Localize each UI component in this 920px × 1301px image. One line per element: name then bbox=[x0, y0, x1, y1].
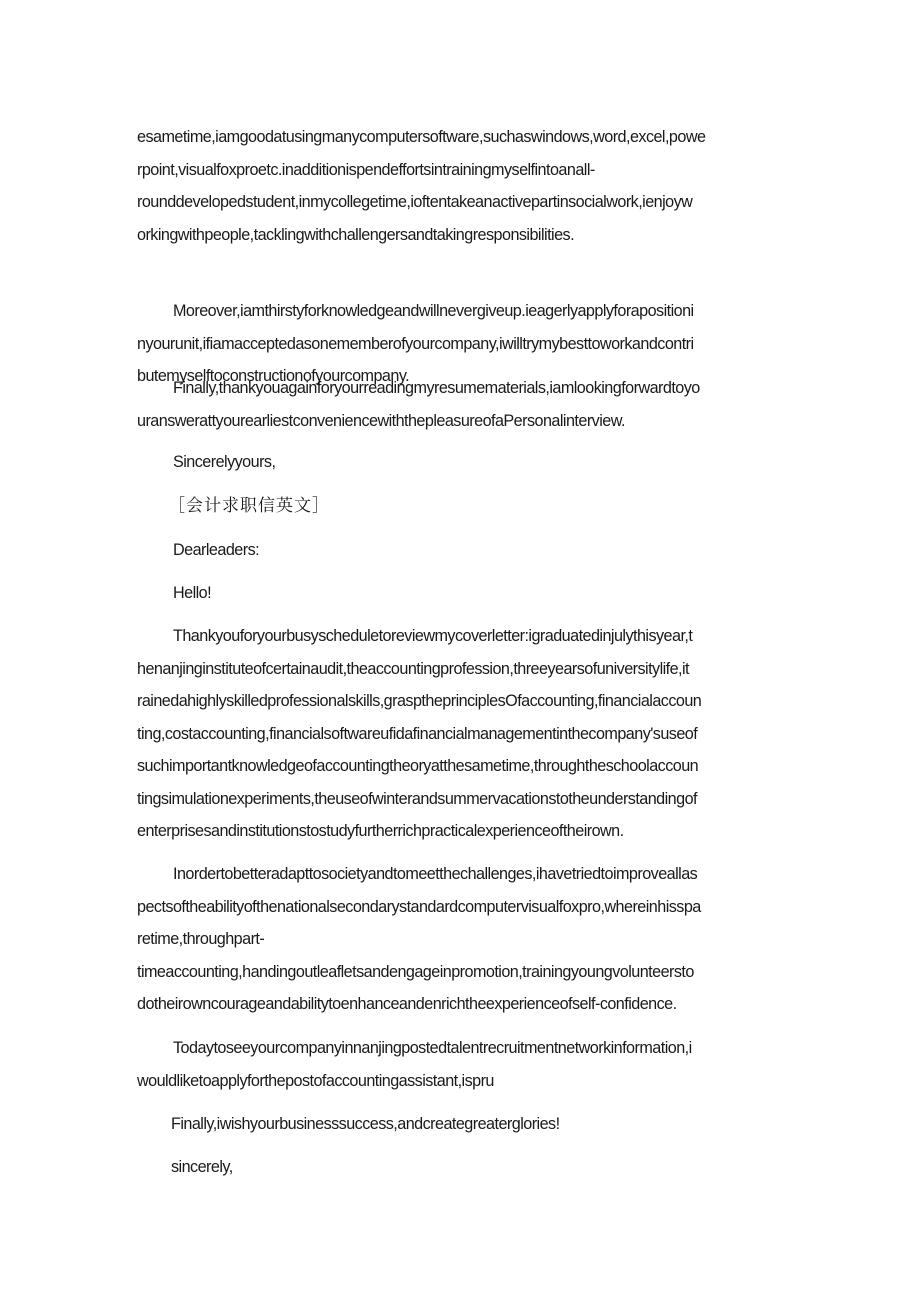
text-line: esametime,iamgoodatusingmanycomputersoftware,suchaswindows,word,excel,powe bbox=[137, 128, 706, 146]
text-line: tingsimulationexperiments,theuseofwinterandsummervacationstotheunderstandingof bbox=[137, 789, 697, 808]
final-wish-line: Finally,iwishyourbusinesssuccess,andcreategreaterglories! bbox=[171, 1115, 560, 1133]
paragraph-skills bbox=[137, 121, 777, 251]
text-line: rpoint,visualfoxproetc.inadditionispendeffortsintrainingmyselfintoanall- bbox=[137, 160, 595, 179]
text-line: wouldliketoapplyforthepostofaccountingassistant,ispru bbox=[137, 1071, 494, 1090]
salutation: Dearleaders: bbox=[173, 541, 260, 559]
text-line: timeaccounting,handingoutleafletsandengageinpromotion,trainingyoungvolunteersto bbox=[137, 962, 694, 981]
text-line: Finally,thankyouagainforyourreadingmyresumematerials,iamlookingforwardtoyo bbox=[173, 379, 700, 397]
paragraph-thank-you bbox=[137, 620, 777, 848]
text-line: rainedahighlyskilledprofessionalskills,grasptheprinciplesOfaccounting,financialaccoun bbox=[137, 692, 702, 710]
text-line: nyourunit,ifiamacceptedasonememberofyourcompany,iwilltrymybesttoworkandcontri bbox=[137, 334, 694, 353]
paragraph-adapt bbox=[137, 858, 777, 1021]
section-title: ［会计求职信英文］ bbox=[168, 496, 330, 516]
text-line: Inordertobetteradapttosocietyandtomeetthechallenges,ihavetriedtoimproveallas bbox=[173, 865, 698, 883]
text-line: retime,throughpart- bbox=[137, 930, 265, 948]
text-line: orkingwithpeople,tacklingwithchallengersandtakingresponsibilities. bbox=[137, 225, 575, 244]
paragraph-finally-thanks bbox=[137, 372, 777, 437]
closing-sincerely: sincerely, bbox=[171, 1158, 233, 1176]
text-line: rounddevelopedstudent,inmycollegetime,ioftentakeanactivepartinsocialwork,ienjoyw bbox=[137, 193, 693, 211]
text-line: enterprisesandinstitutionstostudyfurtherrichpracticalexperienceoftheirown. bbox=[137, 822, 624, 840]
text-line: ting,costaccounting,financialsoftwareufidafinancialmanagementinthecompany'suseof bbox=[137, 724, 698, 743]
text-line: dotheirowncourageandabilitytoenhanceandenrichtheexperienceofself-confidence. bbox=[137, 995, 677, 1013]
text-line: Thankyouforyourbusyscheduletoreviewmycoverletter:igraduatedinjulythisyear,t bbox=[173, 627, 693, 645]
text-line: Moreover,iamthirstyforknowledgeandwillnevergiveup.ieagerlyapplyforapositioni bbox=[173, 302, 694, 320]
closing-sincerely-yours: Sincerelyyours, bbox=[173, 453, 276, 471]
text-line: butemyselftoconstructionofyourcompany. bbox=[137, 367, 410, 385]
text-line: Todaytoseeyourcompanyinnanjingpostedtalentrecruitmentnetworkinformation,i bbox=[173, 1039, 692, 1057]
text-line: suchimportantknowledgeofaccountingtheoryatthesametime,throughtheschoolaccoun bbox=[137, 757, 699, 775]
text-line: pectsoftheabilityofthenationalsecondarystandardcomputervisualfoxpro,whereinhisspa bbox=[137, 897, 701, 916]
greeting: Hello! bbox=[173, 584, 212, 602]
paragraph-today bbox=[137, 1032, 777, 1097]
text-line: henanjinginstituteofcertainaudit,theaccountingprofession,threeyearsofuniversitylife,it bbox=[137, 659, 690, 678]
text-line: uranswerattyourearliestconveniencewiththepleasureofaPersonalinterview. bbox=[137, 411, 625, 430]
